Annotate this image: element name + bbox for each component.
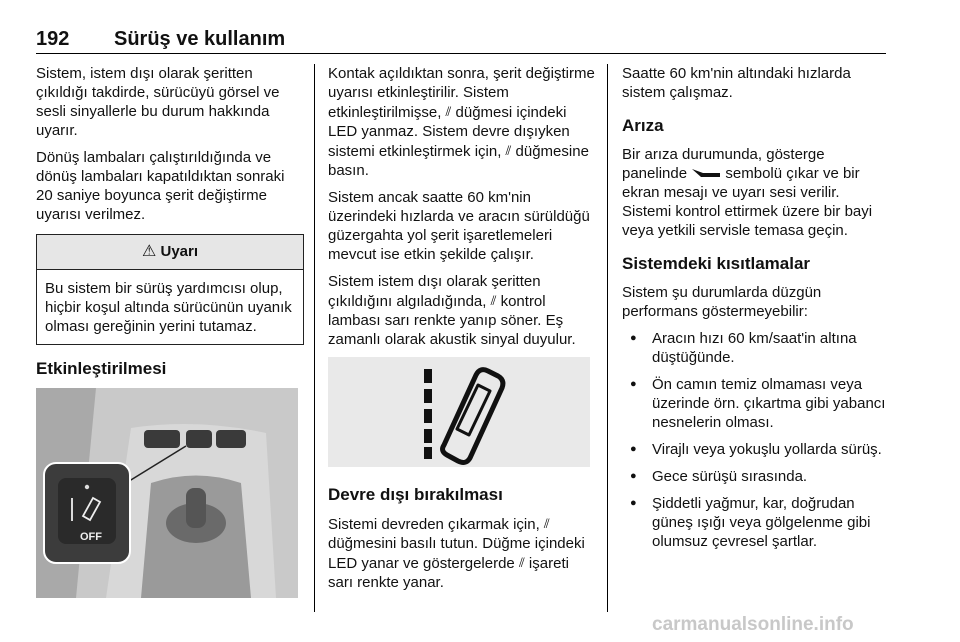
- off-button-label: OFF: [80, 531, 102, 543]
- lane-departure-symbol: [328, 357, 590, 467]
- paragraph: Sistem, istem dışı olarak şeritten çıkıldığı takdirde, sürücüyü görsel ve sesli sinyallerle bu durum hakkında uyarır.: [36, 65, 280, 139]
- limitations-list: [622, 329, 890, 551]
- lane-departure-figure: [328, 357, 590, 467]
- lane-departure-icon: ⫽: [490, 293, 497, 308]
- section-heading-fault: Arıza: [622, 116, 664, 135]
- column-divider: [314, 64, 315, 612]
- section-heading-limitations: Sistemdeki kısıtlamalar: [622, 254, 811, 273]
- watermark: carmanualsonline.info: [652, 614, 854, 635]
- warning-title: Uyarı: [160, 243, 199, 260]
- paragraph: Dönüş lambaları çalıştırıldığında ve dönüş lambaları kapatıldıktan sonraki 20 saniye boyunca şerit değiştirme uyarısı verilmez.: [36, 149, 285, 223]
- column-1: [36, 64, 304, 598]
- column-2: [328, 64, 596, 600]
- list-item: ● Şiddetli yağmur, kar, doğrudan güneş ışığı veya gölgelenme gibi olumsuz çevresel şartlar.: [652, 494, 890, 551]
- section-heading-activation: Etkinleştirilmesi: [36, 359, 167, 378]
- lane-assist-icon: ⫽: [505, 143, 512, 158]
- list-item: ● Gece sürüşü sırasında.: [652, 467, 890, 486]
- column-3: [622, 64, 890, 559]
- page-number: 192: [36, 28, 70, 50]
- lane-assist-icon: ⫽: [445, 104, 452, 119]
- console-photo: [36, 388, 298, 598]
- list-item: ● Aracın hızı 60 km/saat'in altına düştüğünde.: [652, 329, 890, 367]
- warning-box: [36, 234, 304, 345]
- column-divider: [607, 64, 608, 612]
- paragraph: Sistem istem dışı olarak şeritten çıkıldığını algıladığında, ⫽ kontrol lambası sarı renkte yanıp söner. Eş zamanlı olarak akustik sinyal duyulur.: [328, 273, 576, 348]
- paragraph: Kontak açıldıktan sonra, şerit değiştirme uyarısı etkinleştirilir. Sistem etkinleştirilmişse, ⫽ düğmesi içindeki LED yanmaz. Sistem devre dışıyken sistemi etkinleştirmek için, ⫽ düğmesine basın.: [328, 65, 595, 179]
- paragraph: Sistemi devreden çıkarmak için, ⫽ düğmesini basılı tutun. Düğme içindeki LED yanar ve göstergelerde ⫽ işareti sarı renkte yanar.: [328, 516, 585, 591]
- lane-assist-icon: ⫽: [543, 516, 550, 531]
- paragraph: Saatte 60 km'nin altındaki hızlarda sistem çalışmaz.: [622, 65, 851, 101]
- lane-assist-icon: ⫽: [518, 555, 525, 570]
- section-heading-deactivation: Devre dışı bırakılması: [328, 485, 503, 504]
- fault-symbol-icon: [691, 167, 721, 179]
- page-title: Sürüş ve kullanım: [114, 28, 286, 50]
- list-item: ● Ön camın temiz olmaması veya üzerinde örn. çıkartma gibi yabancı nesnelerin olması.: [652, 375, 890, 432]
- paragraph: Sistem şu durumlarda düzgün performans göstermeyebilir:: [622, 284, 822, 320]
- console-illustration: [36, 388, 298, 598]
- header-rule: [36, 53, 886, 54]
- warning-triangle-icon: ⚠: [141, 243, 157, 260]
- paragraph: Sistem ancak saatte 60 km'nin üzerindeki hızlarda ve aracın sürüldüğü güzergahta yol şerit işaretlemeleri mevcut ise etkin şekilde çalışır.: [328, 189, 590, 263]
- warning-header: [37, 235, 303, 270]
- warning-body: Bu sistem bir sürüş yardımcısı olup, hiçbir koşul altında sürücünün uyanık olması gereğinin yerini tutamaz.: [45, 280, 292, 335]
- list-item: ● Virajlı veya yokuşlu yollarda sürüş.: [652, 440, 890, 459]
- paragraph: Bir arıza durumunda, gösterge panelinde sembolü çıkar ve bir ekran mesajı ve uyarı sesi verilir. Sistemi kontrol ettirmek üzere bir bayi veya yetkili servisle temasa geçin.: [622, 146, 873, 239]
